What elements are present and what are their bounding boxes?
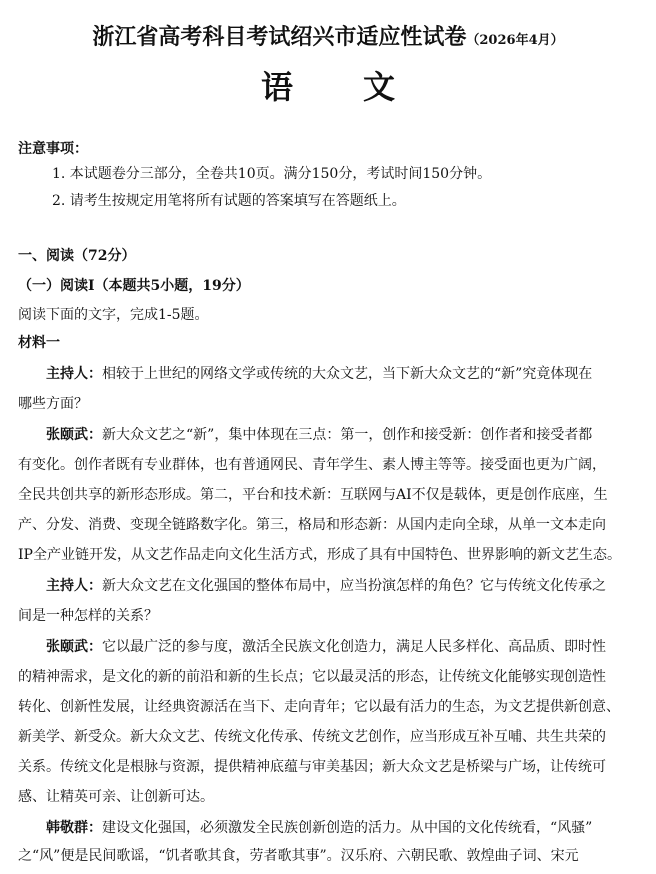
paragraph-line: 感、让精英可亲、让创新可达。 [18,789,214,805]
exam-date: （2026年4月） [466,33,564,48]
paragraph-text: 相较于上世纪的网络文学或传统的大众文艺，当下新大众文艺的“新”究竟体现在 [102,366,593,382]
paragraph-line [46,638,656,656]
speaker-label: 韩敬群： [46,820,102,836]
paragraph-line: 产、分发、消费、变现全链路数字化。第三，格局和形态新：从国内走向全球，从单一文本走向 [18,517,606,533]
subject-heading [0,62,656,108]
paragraph-line: 有变化。创作者既有专业群体，也有普通网民、青年学生、素人博主等等。接受面也更为广阔， [18,457,606,473]
paragraph-line [46,426,656,444]
notice-item-2: 2. 请考生按规定用笔将所有试题的答案填写在答题纸上。 [52,193,406,209]
sub-section-title: （一）阅读Ⅰ（本题共5小题，19分） [18,278,250,294]
subject-char-1: 语 [260,68,293,106]
exam-title-text: 浙江省高考科目考试绍兴市适应性试卷 [92,24,467,50]
paragraph-line [46,819,656,837]
instruction-text: 阅读下面的文字，完成1-5题。 [18,307,209,323]
speaker-label: 主持人： [46,578,102,594]
material-label: 材料一 [18,335,60,351]
speaker-label: 主持人： [46,366,102,382]
paragraph-line: 转化、创新性发展，让经典资源活在当下、走向青年；它以最有活力的生态，为文艺提供新创意、 [18,699,620,715]
subject-char-2: 文 [363,68,396,106]
paragraph-text: 建设文化强国，必须激发全民族创新创造的活力。从中国的文化传统看，“风骚” [102,820,593,836]
exam-title [0,20,656,51]
part-title: 一、阅读（72分） [18,248,136,264]
paragraph-line: 哪些方面？ [18,396,88,412]
notice-heading: 注意事项： [18,141,88,157]
paragraph-text: 新大众文艺之“新”，集中体现在三点：第一，创作和接受新：创作者和接受者都 [102,427,593,443]
paragraph-line: 关系。传统文化是根脉与资源，提供精神底蕴与审美基因；新大众文艺是桥梁与广场，让传统可 [18,759,606,775]
notice-item-1: 1. 本试题卷分三部分，全卷共10页。满分150分，考试时间150分钟。 [52,166,492,182]
paragraph-line: IP全产业链开发，从文艺作品走向文化生活方式，形成了具有中国特色、世界影响的新文艺生态。 [18,547,621,563]
paragraph-line: 新美学、新受众。新大众文艺、传统文化传承、传统文艺创作，应当形成互补互哺、共生共荣的 [18,729,606,745]
paragraph-text: 它以最广泛的参与度，激活全民族文化创造力，满足人民多样化、高品质、即时性 [102,639,606,655]
paragraph-line: 之“风”便是民间歌谣，“饥者歌其食，劳者歌其事”。汉乐府、六朝民歌、敦煌曲子词、宋元 [18,848,579,864]
paragraph-line [46,365,656,383]
paragraph-text: 新大众文艺在文化强国的整体布局中，应当扮演怎样的角色？它与传统文化传承之 [102,578,606,594]
paragraph-line: 间是一种怎样的关系？ [18,608,158,624]
paragraph-line: 全民共创共享的新形态形成。第二，平台和技术新：互联网与AI不仅是载体，更是创作底座，生 [18,487,608,503]
paragraph-line [46,577,656,595]
paragraph-line: 的精神需求，是文化的新的前沿和新的生长点；它以最灵活的形态，让传统文化能够实现创造性 [18,669,606,685]
speaker-label: 张颐武： [46,639,102,655]
speaker-label: 张颐武： [46,427,102,443]
